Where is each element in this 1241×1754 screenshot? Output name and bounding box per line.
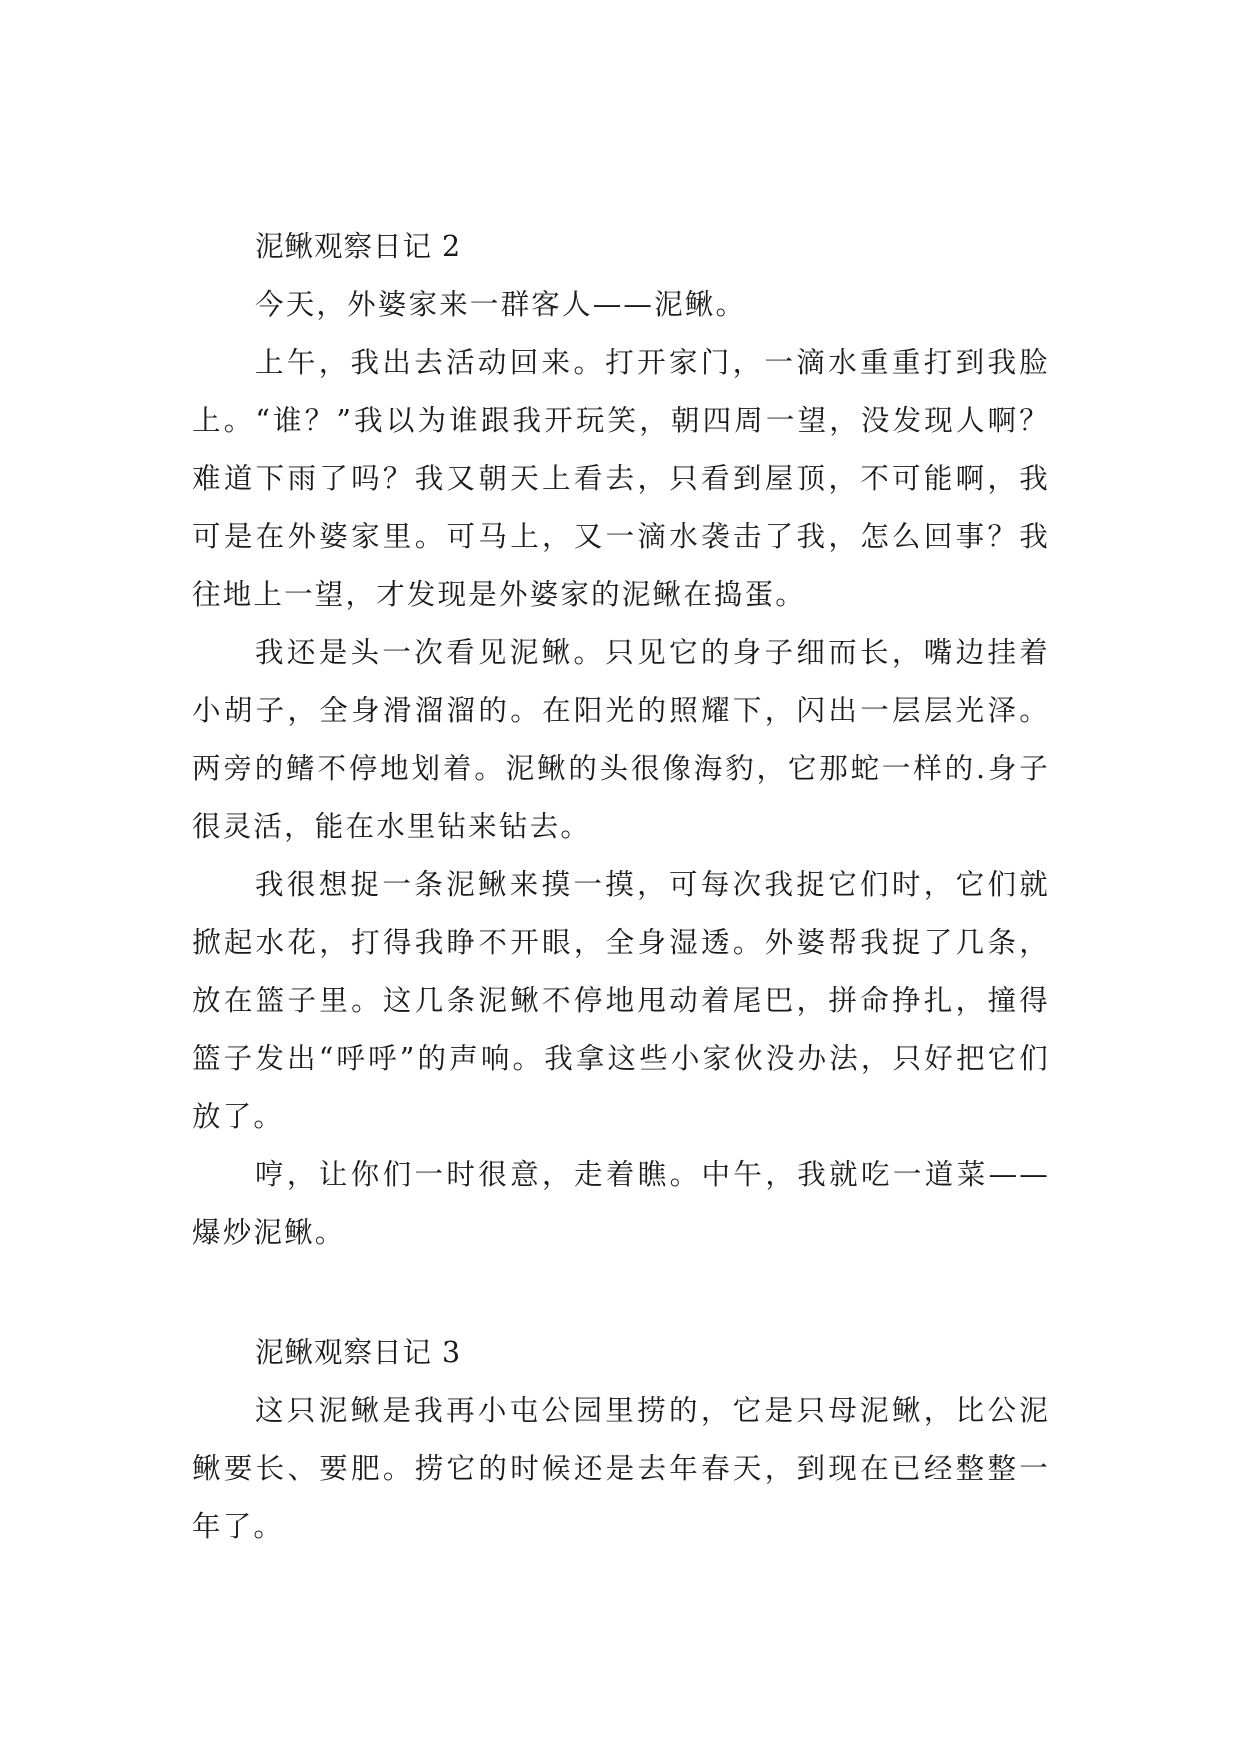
paragraph: 我很想捉一条泥鳅来摸一摸，可每次我捉它们时，它们就掀起水花，打得我睁不开眼，全身湿透。外婆帮我捉了几条，放在篮子里。这几条泥鳅不停地甩动着尾巴，拼命挣扎，撞得篮子发出“呼呼”的声响。我拿这些小家伙没办法，只好把它们放了。: [192, 868, 1050, 1133]
section-title: 泥鳅观察日记 2: [255, 230, 462, 263]
section-spacer: [192, 1262, 1050, 1324]
paragraph: 今天，外婆家来一群客人——泥鳅。: [255, 288, 747, 321]
document-body: [192, 218, 1050, 1556]
paragraph: 这只泥鳅是我再小屯公园里捞的，它是只母泥鳅，比公泥鳅要长、要肥。捞它的时候还是去年春天，到现在已经整整一年了。: [192, 1394, 1050, 1543]
paragraph: 哼，让你们一时很意，走着瞧。中午，我就吃一道菜——爆炒泥鳅。: [192, 1158, 1050, 1249]
paragraph: 上午，我出去活动回来。打开家门，一滴水重重打到我脸上。“谁？”我以为谁跟我开玩笑，朝四周一望，没发现人啊？难道下雨了吗？我又朝天上看去，只看到屋顶，不可能啊，我可是在外婆家里。可马上，又一滴水袭击了我，怎么回事？我往地上一望，才发现是外婆家的泥鳅在捣蛋。: [192, 346, 1050, 611]
section-title: 泥鳅观察日记 3: [255, 1336, 462, 1369]
paragraph: 我还是头一次看见泥鳅。只见它的身子细而长，嘴边挂着小胡子，全身滑溜溜的。在阳光的照耀下，闪出一层层光泽。两旁的鳍不停地划着。泥鳅的头很像海豹，它那蛇一样的.身子很灵活，能在水里钻来钻去。: [192, 636, 1050, 843]
